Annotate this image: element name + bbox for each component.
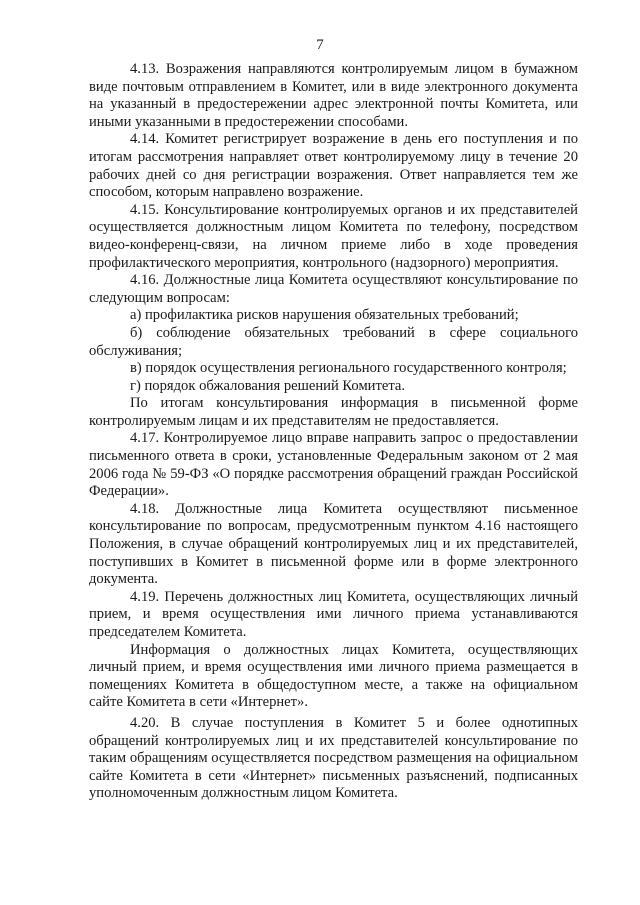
- list-item-a: а) профилактика рисков нарушения обязательных требований;: [130, 307, 519, 324]
- paragraph-4-15: 4.15. Консультирование контролируемых органов и их представителей осуществляется должностным лицом Комитета по телефону, посредством видео-конференц-связи, на личном приеме либо в ходе проведения профилактического мероприятия, контрольного (надзорного) мероприятия.: [89, 201, 578, 271]
- page-number: 7: [316, 37, 324, 53]
- paragraph-4-19: 4.19. Перечень должностных лиц Комитета, осуществляющих личный прием, и время осуществления ими личного приема устанавливаются председателем Комитета.: [89, 588, 578, 640]
- paragraph-4-20: 4.20. В случае поступления в Комитет 5 и более однотипных обращений контролируемых лиц и их представителей консультирование по таким обращениям осуществляется посредством размещения на официальном сайте Комитета в сети «Интернет» письменных разъяснений, подписанных уполномоченным должностным лицом Комитета.: [89, 714, 578, 802]
- paragraph-consultation-result: По итогам консультирования информация в письменной форме контролируемым лицам и их представителям не предоставляется.: [89, 395, 578, 429]
- paragraph-4-14: 4.14. Комитет регистрирует возражение в день его поступления и по итогам рассмотрения направляет ответ контролируемому лицу в течение 20 рабочих дней со дня регистрации возражения. Ответ направляется тем же способом, которым направлено возражение.: [89, 131, 578, 201]
- paragraph-4-17: 4.17. Контролируемое лицо вправе направить запрос о предоставлении письменного ответа в сроки, установленные Федеральным законом от 2 мая 2006 года № 59-ФЗ «О порядке рассмотрения обращений граждан Российской Федерации».: [89, 430, 578, 500]
- document-body: [89, 61, 578, 803]
- paragraph-4-16: 4.16. Должностные лица Комитета осуществляют консультирование по следующим вопросам:: [89, 272, 578, 306]
- list-item-g: г) порядок обжалования решений Комитета.: [130, 377, 406, 394]
- paragraph-4-13: 4.13. Возражения направляются контролируемым лицом в бумажном виде почтовым отправлением в Комитет, или в виде электронного документа на указанный в предостережении адрес электронной почты Комитета, или иными указанными в предостережении способами.: [89, 61, 578, 130]
- paragraph-personal-reception-info: Информация о должностных лицах Комитета, осуществляющих личный прием, и время осуществления ими личного приема размещается в помещениях Комитета в общедоступном месте, а также на официальном сайте Комитета в сети «Интернет».: [89, 641, 578, 711]
- list-item-v: в) порядок осуществления регионального государственного контроля;: [130, 360, 567, 377]
- paragraph-4-18: 4.18. Должностные лица Комитета осуществляют письменное консультирование по вопросам, предусмотренным пунктом 4.16 настоящего Положения, в случае обращений контролируемых лиц и их представителей, поступивших в Комитет в письменной форме или в форме электронного документа.: [89, 500, 578, 588]
- list-item-b: б) соблюдение обязательных требований в сфере социального обслуживания;: [89, 324, 578, 359]
